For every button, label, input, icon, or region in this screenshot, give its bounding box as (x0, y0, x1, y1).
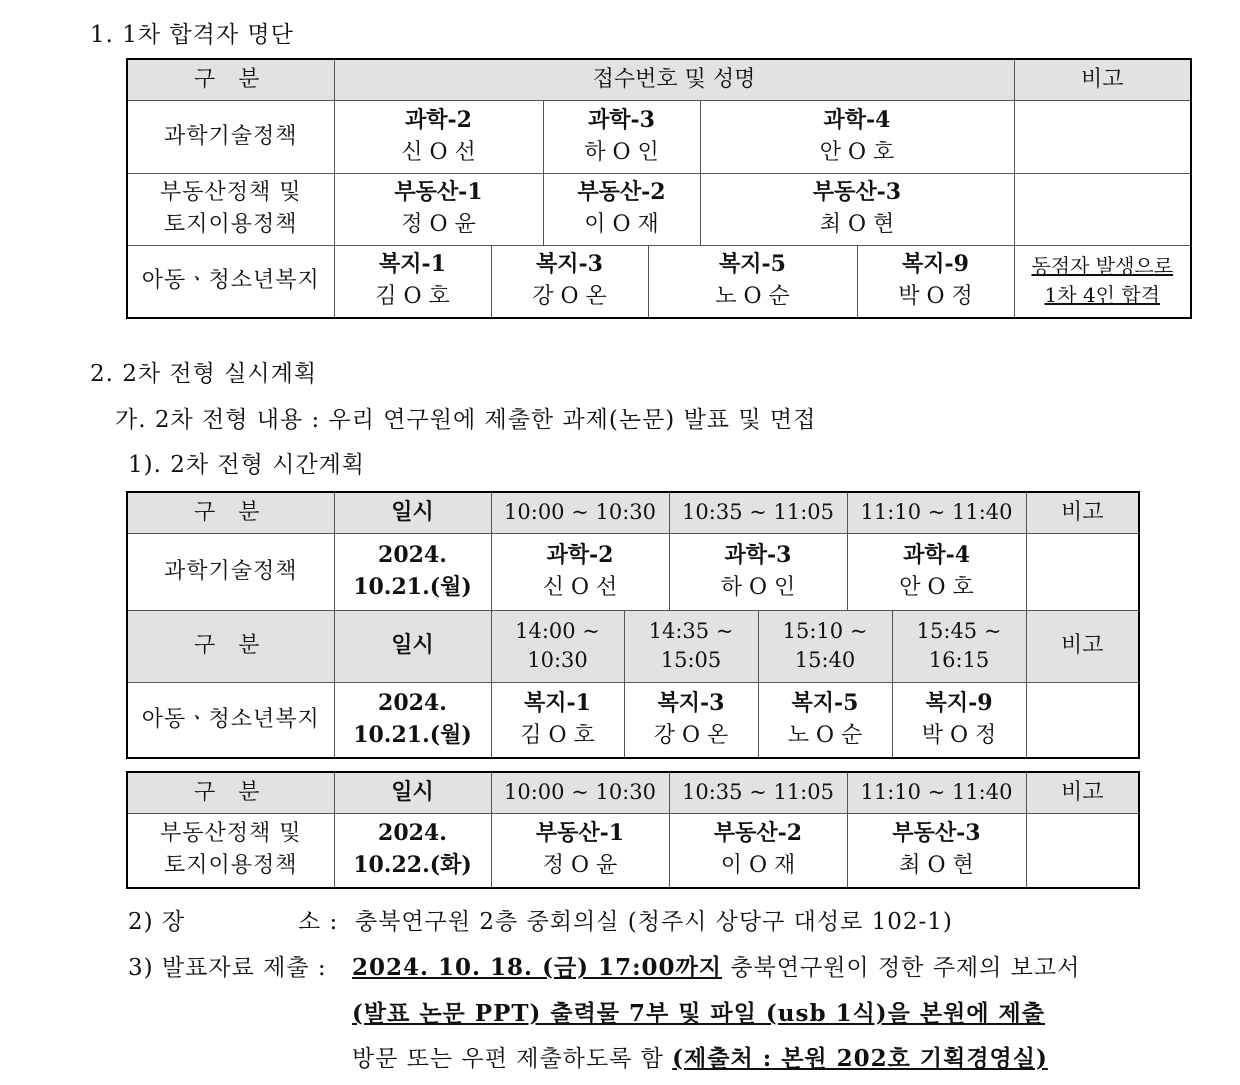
entry-name: 강 O 온 (532, 284, 607, 310)
entry-name: 김 O 호 (375, 284, 450, 310)
entry-name: 노 O 순 (715, 284, 790, 310)
table-cell (334, 245, 491, 318)
entry-id: 과학-3 (724, 541, 792, 568)
submit-office: (제출처 : 본원 202호 기획경영실) (672, 1045, 1048, 1072)
header-bigo: 비고 (1026, 492, 1139, 533)
entry-name: 박 O 정 (921, 722, 997, 748)
place-label-b: 소 : (298, 909, 339, 935)
header-date: 일시 (334, 492, 491, 533)
sub-a: 가. 2차 전형 내용 : 우리 연구원에 제출한 과제(논문) 발표 및 면접 (115, 407, 817, 433)
entry-id: 복지-3 (536, 251, 603, 278)
cell-text: 2024. (378, 820, 447, 847)
time-slot (758, 610, 892, 682)
submit-line1 (352, 949, 1080, 982)
place-label-a: 2) 장 (128, 909, 186, 935)
entry-name: 정 O 윤 (401, 212, 476, 237)
time-slot: 11:10 ~ 11:40 (847, 772, 1026, 813)
cell-text: 10.22.(화) (353, 852, 472, 879)
schedule-table-2 (126, 771, 1140, 889)
submit-text1: 충북연구원이 정한 주제의 보고서 (722, 955, 1081, 981)
table-cell (648, 245, 857, 318)
time-slot (491, 610, 624, 682)
time-slot: 10:35 ~ 11:05 (669, 492, 847, 533)
entry-id: 과학-4 (823, 106, 891, 133)
entry-name: 안 O 호 (899, 574, 974, 600)
entry-id: 과학-2 (546, 541, 614, 568)
submit-deadline: 2024. 10. 18. (금) 17:00까지 (352, 954, 723, 981)
date-cell (334, 682, 491, 758)
table-row (127, 245, 1191, 318)
time-slot: 10:35 ~ 11:05 (669, 772, 847, 813)
entry-id: 복지-1 (524, 689, 591, 716)
entry-name: 신 O 선 (542, 574, 618, 600)
entry-id: 부동산-1 (535, 820, 625, 847)
submit-line2: (발표 논문 PPT) 출력물 7부 및 파일 (usb 1식)을 본원에 제출 (352, 1000, 1045, 1027)
cell-text: 14:35 ~ (648, 618, 734, 643)
cell-text: 1차 4인 합격 (1044, 283, 1160, 308)
entry-id: 부동산-2 (577, 179, 666, 206)
table-row (127, 813, 1139, 888)
table-cell (847, 533, 1026, 610)
cell-text: 15:05 (660, 648, 722, 672)
entry-name: 이 O 재 (584, 212, 659, 237)
header-gubun: 구 분 (127, 610, 334, 682)
entry-name: 박 O 정 (898, 284, 973, 310)
section2-title: 2. 2차 전형 실시계획 (90, 361, 318, 387)
entry-id: 복지-3 (657, 689, 725, 716)
table-cell (700, 173, 1014, 245)
table-row (127, 173, 1191, 245)
time-slot (624, 610, 758, 682)
time-slot: 10:00 ~ 10:30 (491, 772, 669, 813)
header-gubun: 구 분 (127, 772, 334, 813)
header-gubun: 구 분 (127, 59, 334, 100)
cell-text: 아동ㆍ청소년복지 (141, 268, 320, 294)
entry-name: 하 O 인 (720, 574, 796, 600)
cell-text: 토지이용정책 (163, 212, 298, 237)
cell-text: 2024. (378, 689, 447, 716)
table-cell (700, 100, 1014, 173)
cell-text: 2024. (378, 541, 447, 568)
entry-id: 부동산-3 (892, 820, 981, 847)
cell-text: 10:30 (527, 648, 588, 672)
table-cell (491, 813, 669, 888)
entry-name: 김 O 호 (520, 722, 595, 748)
category-cell: 과학기술정책 (127, 533, 334, 610)
table-cell (669, 813, 847, 888)
first-pass-table (126, 58, 1192, 319)
table-cell (892, 682, 1026, 758)
table-cell (847, 813, 1026, 888)
submit-label: 3) 발표자료 제출 : (128, 955, 327, 981)
entry-id: 과학-4 (903, 541, 971, 568)
cell-text: 14:00 ~ (515, 618, 600, 643)
category-cell (127, 100, 334, 173)
table-cell (334, 173, 543, 245)
time-slot: 10:00 ~ 10:30 (491, 492, 669, 533)
entry-name: 최 O 현 (819, 212, 895, 237)
header-bigo: 비고 (1014, 59, 1191, 100)
note-cell (1026, 533, 1139, 610)
cell-text: 15:40 (794, 648, 856, 672)
header-gubun: 구 분 (127, 492, 334, 533)
table-cell (669, 533, 847, 610)
header-date: 일시 (334, 772, 491, 813)
header-bigo: 비고 (1026, 610, 1139, 682)
entry-name: 정 O 윤 (542, 853, 618, 879)
cell-text: 10.21.(월) (353, 573, 472, 600)
sub-1: 1). 2차 전형 시간계획 (128, 452, 366, 478)
entry-name: 강 O 온 (653, 722, 729, 748)
cell-text: 10.21.(월) (353, 721, 472, 748)
entry-id: 부동산-1 (394, 179, 483, 206)
header-date: 일시 (334, 610, 491, 682)
header-bigo: 비고 (1026, 772, 1139, 813)
header-name: 접수번호 및 성명 (334, 59, 1014, 100)
category-cell (127, 245, 334, 318)
table-row (127, 100, 1191, 173)
table-cell (491, 682, 624, 758)
entry-id: 복지-1 (379, 251, 446, 278)
date-cell (334, 813, 491, 888)
entry-name: 안 O 호 (819, 139, 895, 165)
category-cell (127, 813, 334, 888)
cell-text: 동점자 발생으로 (1031, 254, 1174, 279)
schedule-table-1 (126, 491, 1140, 759)
table-cell (491, 245, 648, 318)
table-cell (624, 682, 758, 758)
table-row (127, 533, 1139, 610)
table-cell (543, 173, 700, 245)
entry-id: 복지-9 (902, 251, 969, 278)
time-slot: 11:10 ~ 11:40 (847, 492, 1026, 533)
date-cell (334, 533, 491, 610)
entry-name: 하 O 인 (584, 139, 659, 165)
entry-name: 이 O 재 (720, 853, 796, 879)
table-row (127, 682, 1139, 758)
cell-text: 토지이용정책 (163, 853, 298, 879)
note-cell (1014, 173, 1191, 245)
submit-line3a: 방문 또는 우편 제출하도록 함 (352, 1046, 673, 1072)
entry-name: 신 O 선 (401, 139, 476, 165)
cell-text: 16:15 (928, 648, 990, 672)
note-cell (1026, 813, 1139, 888)
submit-line3 (352, 1040, 1048, 1073)
entry-id: 복지-5 (791, 689, 859, 716)
entry-id: 부동산-2 (713, 820, 803, 847)
place-text: 충북연구원 2층 중회의실 (청주시 상당구 대성로 102-1) (355, 909, 953, 935)
note-cell (1026, 682, 1139, 758)
table-cell (857, 245, 1014, 318)
note-cell (1014, 245, 1191, 318)
entry-id: 부동산-3 (812, 179, 902, 206)
section1-title: 1. 1차 합격자 명단 (90, 22, 294, 48)
table-cell (334, 100, 543, 173)
cell-text: 15:45 ~ (916, 618, 1002, 643)
entry-id: 복지-5 (719, 251, 786, 278)
entry-name: 최 O 현 (899, 853, 974, 879)
entry-id: 과학-3 (588, 106, 655, 133)
time-slot (892, 610, 1026, 682)
table-cell (491, 533, 669, 610)
table-cell (543, 100, 700, 173)
category-cell (127, 173, 334, 245)
category-cell: 아동ㆍ청소년복지 (127, 682, 334, 758)
note-cell (1014, 100, 1191, 173)
cell-text: 과학기술정책 (163, 123, 298, 149)
entry-id: 과학-2 (405, 106, 472, 133)
table-cell (758, 682, 892, 758)
cell-text: 부동산정책 및 (159, 821, 302, 847)
cell-text: 15:10 ~ (782, 618, 868, 643)
entry-name: 노 O 순 (787, 722, 863, 748)
entry-id: 복지-9 (925, 689, 993, 716)
cell-text: 부동산정책 및 (159, 180, 302, 206)
